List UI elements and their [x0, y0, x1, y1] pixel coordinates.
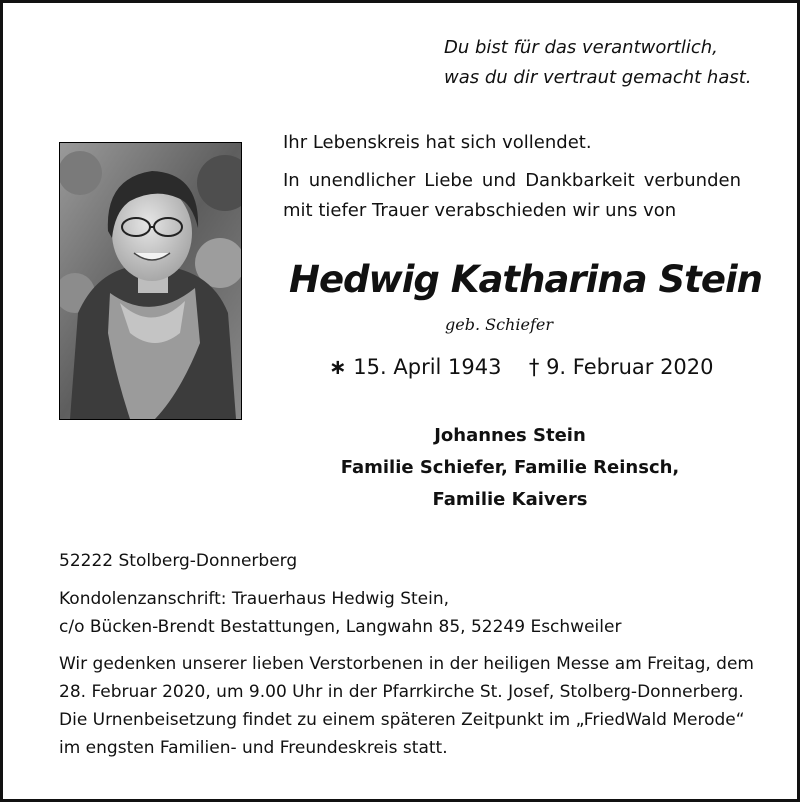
- intro-line-3: mit tiefer Trauer verabschieden wir uns von: [283, 200, 677, 221]
- portrait-image: [60, 143, 241, 419]
- born-star-icon: ∗: [329, 355, 347, 379]
- service-line-1: Wir gedenken unserer lieben Verstorbenen in der heiligen Messe am Freitag, dem: [59, 654, 754, 674]
- death-date: 9. Februar 2020: [546, 355, 714, 379]
- quote-line-2: was du dir vertraut gemacht hast.: [444, 67, 752, 88]
- intro-line-2: In unendlicher Liebe und Dankbarkeit verbunden: [283, 170, 741, 191]
- death-cross-icon: †: [528, 355, 540, 379]
- mourners-block: [310, 420, 710, 516]
- portrait-photo: [59, 142, 242, 420]
- place-line: 52222 Stolberg-Donnerberg: [59, 551, 298, 571]
- condolence-line-2: c/o Bücken-Brendt Bestattungen, Langwahn 85, 52249 Eschweiler: [59, 617, 622, 637]
- quote-line-1: Du bist für das verantwortlich,: [444, 37, 718, 58]
- mourner-line-3: Familie Kaivers: [432, 489, 588, 510]
- birth-name: geb. Schiefer: [445, 315, 553, 334]
- birth-date: 15. April 1943: [353, 355, 502, 379]
- service-line-2: 28. Februar 2020, um 9.00 Uhr in der Pfarrkirche St. Josef, Stolberg-Donnerberg.: [59, 682, 744, 702]
- service-line-3: Die Urnenbeisetzung findet zu einem späteren Zeitpunkt im „FriedWald Merode“: [59, 710, 745, 730]
- mourner-line-1: Johannes Stein: [434, 425, 586, 446]
- deceased-name: Hedwig Katharina Stein: [289, 258, 762, 301]
- condolence-line-1: Kondolenzanschrift: Trauerhaus Hedwig Stein,: [59, 589, 450, 609]
- life-dates: [329, 355, 714, 379]
- service-line-4: im engsten Familien- und Freundeskreis statt.: [59, 738, 448, 758]
- intro-line-1: Ihr Lebenskreis hat sich vollendet.: [283, 132, 592, 153]
- mourner-line-2: Familie Schiefer, Familie Reinsch,: [340, 457, 680, 478]
